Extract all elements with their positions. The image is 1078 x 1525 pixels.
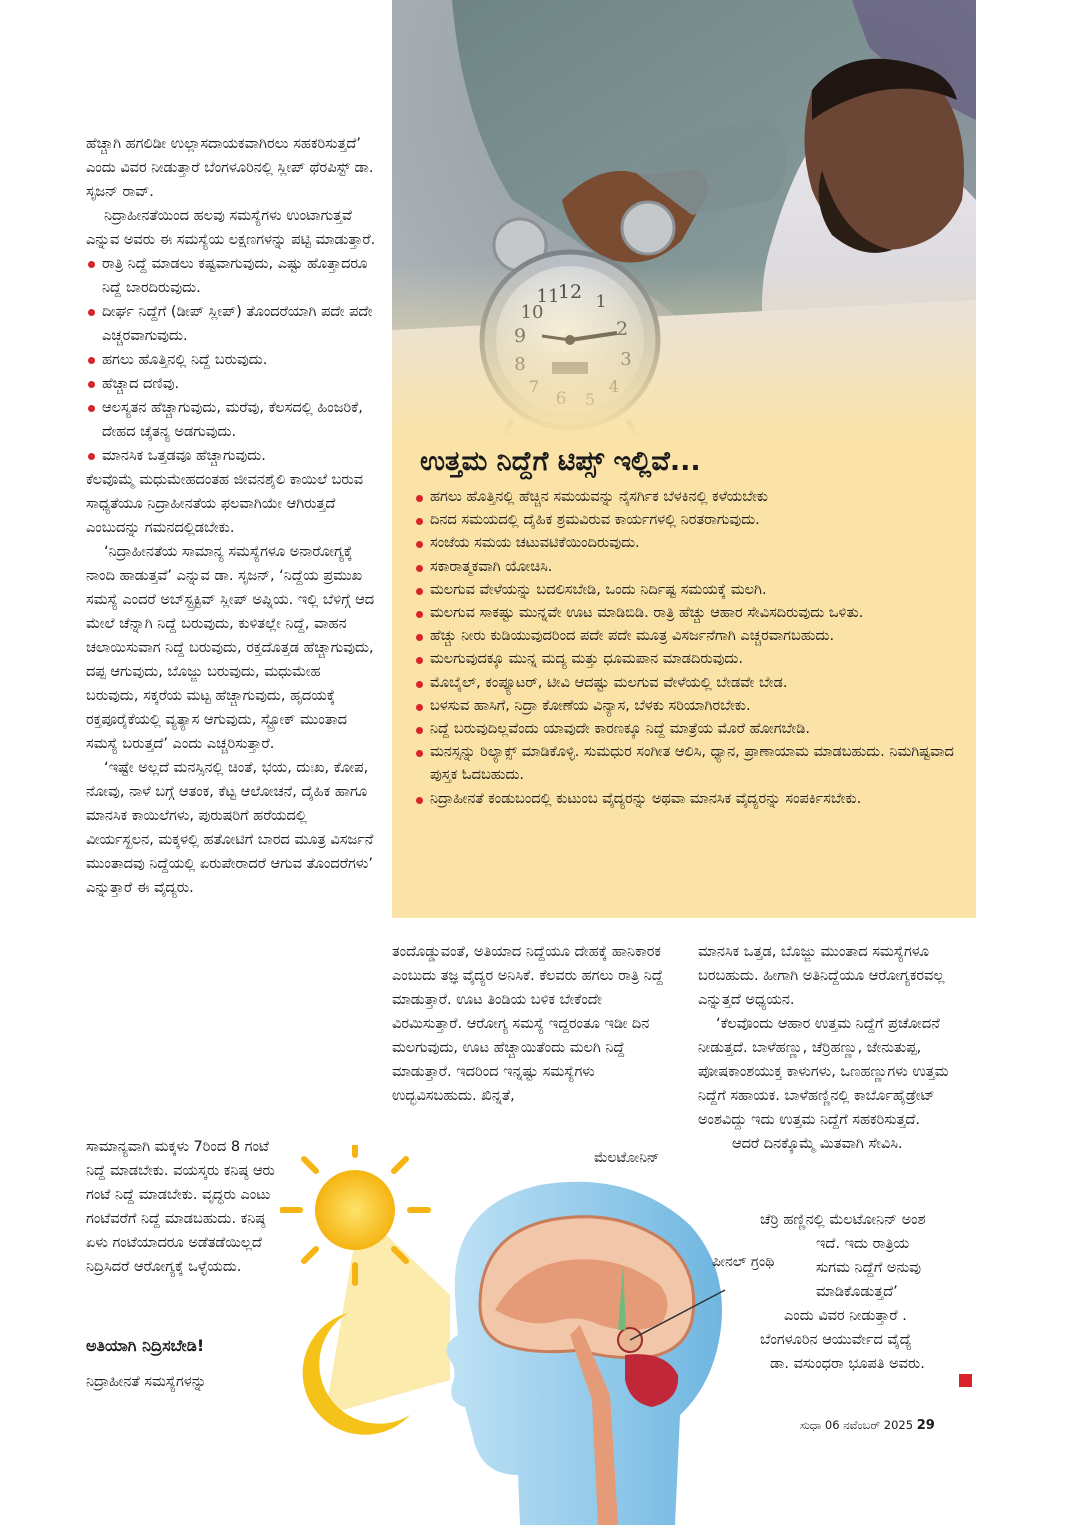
text-line: ಎಂದು ವಿವರ ನೀಡುತ್ತಾರೆ . xyxy=(784,1308,907,1324)
list-item: ದೀರ್ಘ ನಿದ್ದೆಗೆ (ಡೀಪ್ ಸ್ಲೀಪ್) ತೊಂದರೆಯಾಗಿ ಪದೇ ಪದೇ ಎಚ್ಚರವಾಗುವುದು. xyxy=(86,300,376,348)
paragraph: ಮಾನಸಿಕ ಒತ್ತಡ, ಬೊಜ್ಜು ಮುಂತಾದ ಸಮಸ್ಯೆಗಳೂ ಬರಬಹುದು. ಹೀಗಾಗಿ ಅತಿನಿದ್ದೆಯೂ ಆರೋಗ್ಯಕರವಲ್ಲ ಎನ್ನುತ್ತದೆ ಅಧ್ಯಯನ. xyxy=(698,944,945,1008)
section-heading: ಅತಿಯಾಗಿ ನಿದ್ರಿಸಬೇಡಿ! xyxy=(86,1336,205,1355)
brain-diagram xyxy=(280,1145,760,1525)
tip-item: ಸಂಜೆಯ ಸಮಯ ಚಟುವಟಿಕೆಯಿಂದಿರುವುದು. xyxy=(414,532,962,555)
tips-title: ಉತ್ತಮ ನಿದ್ದೆಗೆ ಟಿಪ್ಸ್ ಇಲ್ಲಿವೆ... xyxy=(420,446,701,477)
text-line: ಡಾ. ವಸುಂಧರಾ ಭೂಪತಿ ಅವರು. xyxy=(770,1356,925,1372)
photo-illustration xyxy=(392,0,976,440)
paragraph: ‘ಕೆಲವೊಂದು ಆಹಾರ ಉತ್ತಮ ನಿದ್ದೆಗೆ ಪ್ರಚೋದನೆ ನೀಡುತ್ತದೆ. ಬಾಳೆಹಣ್ಣು, ಚೆರ್‍ರಿಹಣ್ಣು, ಜೇನುತುಪ್ಪ, ಪೋಷಕಾಂಶಯುಕ್ತ ಕಾಳುಗಳು, ಒಣಹಣ್ಣುಗಳು ಉತ್ತಮ ನಿದ್ದೆಗೆ ಸಹಾಯಕ. ಬಾಳೆಹಣ್ಣಿನಲ್ಲಿ ಕಾರ್ಬೊಹೈಡ್ರೇಟ್ ಅಂಶವಿದ್ದು ಇದು ಉತ್ತಮ ನಿದ್ದೆಗೆ ಸಹಕರಿಸುತ್ತದೆ. xyxy=(698,1016,949,1128)
page-number: 29 xyxy=(916,1418,935,1433)
tip-item: ನಿದ್ದೆ ಬರುವುದಿಲ್ಲವೆಂದು ಯಾವುದೇ ಕಾರಣಕ್ಕೂ ನಿದ್ದೆ ಮಾತ್ರೆಯ ಮೊರೆ ಹೋಗಬೇಡಿ. xyxy=(414,718,962,741)
tip-item: ಮಲಗುವುದಕ್ಕೂ ಮುನ್ನ ಮದ್ಯ ಮತ್ತು ಧೂಮಪಾನ ಮಾಡದಿರುವುದು. xyxy=(414,648,962,671)
paragraph: ಹೆಚ್ಚಾಗಿ ಹಗಲಿಡೀ ಉಲ್ಲಾಸದಾಯಕವಾಗಿರಲು ಸಹಕರಿಸುತ್ತದೆ’ ಎಂದು ವಿವರ ನೀಡುತ್ತಾರೆ ಬೆಂಗಳೂರಿನಲ್ಲಿ ಸ್ಲೀಪ್ ಥೆರಪಿಸ್ಟ್ ಡಾ. ಸೃಜನ್ ರಾವ್. xyxy=(86,136,374,200)
paragraph: ಕೆಲವೊಮ್ಮೆ ಮಧುಮೇಹದಂತಹ ಜೀವನಶೈಲಿ ಕಾಯಿಲೆ ಬರುವ ಸಾಧ್ಯತೆಯೂ ನಿದ್ರಾಹೀನತೆಯ ಫಲವಾಗಿಯೇ ಆಗಿರುತ್ತದೆ ಎಂಬುದನ್ನು ಗಮನದಲ್ಲಿಡಬೇಕು. xyxy=(86,472,363,536)
text-line: ಸುಗಮ ನಿದ್ದೆಗೆ ಅನುವು xyxy=(816,1260,921,1276)
tip-item: ಮಲಗುವ ಸಾಕಷ್ಟು ಮುನ್ನವೇ ಊಟ ಮಾಡಿಬಿಡಿ. ರಾತ್ರಿ ಹೆಚ್ಚು ಆಹಾರ ಸೇವಿಸದಿರುವುದು ಒಳಿತು. xyxy=(414,602,962,625)
tip-item: ಮನಸ್ಸನ್ನು ರಿಲ್ಯಾಕ್ಸ್ ಮಾಡಿಕೊಳ್ಳಿ. ಸುಮಧುರ ಸಂಗೀತ ಆಲಿಸಿ, ಧ್ಯಾನ, ಪ್ರಾಣಾಯಾಮ ಮಾಡಬಹುದು. ನಿಮಗಿಷ್ಟವಾದ ಪುಸ್ತಕ ಓದಬಹುದು. xyxy=(414,741,962,787)
list-item: ಹಗಲು ಹೊತ್ತಿನಲ್ಲಿ ನಿದ್ದೆ ಬರುವುದು. xyxy=(86,348,376,372)
tip-item: ಹಗಲು ಹೊತ್ತಿನಲ್ಲಿ ಹೆಚ್ಚಿನ ಸಮಯವನ್ನು ನೈಸರ್ಗಿಕ ಬೆಳಕಿನಲ್ಲಿ ಕಳೆಯಬೇಕು xyxy=(414,486,962,509)
paragraph: ತಂದೊಡ್ಡುವಂತೆ, ಅತಿಯಾದ ನಿದ್ದೆಯೂ ದೇಹಕ್ಕೆ ಹಾನಿಕಾರಕ ಎಂಬುದು ತಜ್ಞ ವೈದ್ಯರ ಅನಿಸಿಕೆ. ಕೆಲವರು ಹಗಲು ರಾತ್ರಿ ನಿದ್ದೆ ಮಾಡುತ್ತಾರೆ. ಊಟ ತಿಂಡಿಯ ಬಳಿಕ ಬೇಕೆಂದೇ ವಿರಮಿಸುತ್ತಾರೆ. ಆರೋಗ್ಯ ಸಮಸ್ಯೆ ಇದ್ದರಂತೂ ಇಡೀ ದಿನ ಮಲಗುವುದು, ಊಟ ಹೆಚ್ಚಾಯಿತೆಂದು ಮಲಗಿ ನಿದ್ದೆ ಮಾಡುತ್ತಾರೆ. ಇದರಿಂದ ಇನ್ನಷ್ಟು ಸಮಸ್ಯೆಗಳು ಉದ್ಭವಿಸಬಹುದು. ಖಿನ್ನತೆ, xyxy=(392,944,664,1104)
tip-item: ಸಕಾರಾತ್ಮಕವಾಗಿ ಯೋಚಿಸಿ. xyxy=(414,556,962,579)
tip-item: ಹೆಚ್ಚು ನೀರು ಕುಡಿಯುವುದರಿಂದ ಪದೇ ಪದೇ ಮೂತ್ರ ವಿಸರ್ಜನೆಗಾಗಿ ಎಚ್ಚರವಾಗಬಹುದು. xyxy=(414,625,962,648)
text-line: ಚೆರ್‍ರಿ ಹಣ್ಣಿನಲ್ಲಿ ಮೆಲಟೋನಿನ್ ಅಂಶ xyxy=(760,1212,926,1228)
tip-item: ದಿನದ ಸಮಯದಲ್ಲಿ ದೈಹಿಕ ಶ್ರಮವಿರುವ ಕಾರ್ಯಗಳಲ್ಲಿ ನಿರತರಾಗುವುದು. xyxy=(414,509,962,532)
paragraph: ‘ಇಷ್ಟೇ ಅಲ್ಲದೆ ಮನಸ್ಸಿನಲ್ಲಿ ಚಿಂತೆ, ಭಯ, ದುಃಖ, ಕೋಪ, ನೋವು, ನಾಳೆ ಬಗ್ಗೆ ಆತಂಕ, ಕೆಟ್ಟ ಆಲೋಚನೆ, ದೈಹಿಕ ಹಾಗೂ ಮಾನಸಿಕ ಕಾಯಿಲೆಗಳು, ಪುರುಷರಿಗೆ ಹರೆಯದಲ್ಲಿ ವೀರ್ಯಸ್ಖಲನ, ಮಕ್ಕಳಲ್ಲಿ ಹತೋಟಿಗೆ ಬಾರದ ಮೂತ್ರ ವಿಸರ್ಜನೆ ಮುಂತಾದವು ನಿದ್ದೆಯಲ್ಲಿ ಏರುಪೇರಾದರೆ ಆಗುವ ತೊಂದರೆಗಳು’ ಎನ್ನುತ್ತಾರೆ ಈ ವೈದ್ಯರು. xyxy=(86,760,374,896)
pineal-label: ಪೀನಲ್ ಗ್ರಂಥಿ xyxy=(712,1254,775,1270)
text-line: ಬೆಂಗಳೂರಿನ ಆಯುರ್ವೇದ ವೈದ್ಯೆ xyxy=(760,1332,912,1348)
column-3 xyxy=(698,940,978,1156)
tips-list xyxy=(414,486,962,811)
paragraph: ಆದರೆ ದಿನಕ್ಕೊಮ್ಮೆ ಮಿತವಾಗಿ ಸೇವಿಸಿ. xyxy=(732,1136,903,1152)
paragraph: ನಿದ್ರಾಹೀನತೆ ಸಮಸ್ಯೆಗಳನ್ನು xyxy=(86,1374,207,1390)
page-footer xyxy=(800,1418,935,1433)
list-item: ಆಲಸ್ಯತನ ಹೆಚ್ಚಾಗುವುದು, ಮರೆವು, ಕೆಲಸದಲ್ಲಿ ಹಿಂಜರಿಕೆ, ದೇಹದ ಚೈತನ್ಯ ಅಡಗುವುದು. xyxy=(86,396,376,444)
paragraph: ಸಾಮಾನ್ಯವಾಗಿ ಮಕ್ಕಳು 7ರಿಂದ 8 ಗಂಟೆ ನಿದ್ದೆ ಮಾಡಬೇಕು. ವಯಸ್ಕರು ಕನಿಷ್ಠ ಆರು ಗಂಟೆ ನಿದ್ದೆ ಮಾಡಬೇಕು. ವೃದ್ಧರು ಎಂಟು ಗಂಟೆವರೆಗೆ ನಿದ್ದೆ ಮಾಡಬಹುದು. ಕನಿಷ್ಠ ಏಳು ಗಂಟೆಯಾದರೂ ಅಡೆತಡೆಯಿಲ್ಲದೆ ನಿದ್ರಿಸಿದರೆ ಆರೋಗ್ಯಕ್ಕೆ ಒಳ್ಳೆಯದು. xyxy=(86,1139,275,1275)
list-item: ರಾತ್ರಿ ನಿದ್ದೆ ಮಾಡಲು ಕಷ್ಟವಾಗುವುದು, ಎಷ್ಟು ಹೊತ್ತಾದರೂ ನಿದ್ದೆ ಬಾರದಿರುವುದು. xyxy=(86,252,376,300)
tip-item: ಮಲಗುವ ವೇಳೆಯನ್ನು ಬದಲಿಸಬೇಡಿ, ಒಂದು ನಿರ್ದಿಷ್ಟ ಸಮಯಕ್ಕೆ ಮಲಗಿ. xyxy=(414,579,962,602)
paragraph: ನಿದ್ರಾಹೀನತೆಯಿಂದ ಹಲವು ಸಮಸ್ಯೆಗಳು ಉಂಟಾಗುತ್ತವೆ ಎನ್ನುವ ಅವರು ಈ ಸಮಸ್ಯೆಯ ಲಕ್ಷಣಗಳನ್ನು ಪಟ್ಟಿ ಮಾಡುತ್ತಾರೆ. xyxy=(86,208,376,248)
paragraph: ‘ನಿದ್ರಾಹೀನತೆಯ ಸಾಮಾನ್ಯ ಸಮಸ್ಯೆಗಳೂ ಅನಾರೋಗ್ಯಕ್ಕೆ ನಾಂದಿ ಹಾಡುತ್ತವೆ’ ಎನ್ನುವ ಡಾ. ಸೃಜನ್, ‘ನಿದ್ದೆಯ ಪ್ರಮುಖ ಸಮಸ್ಯೆ ಎಂದರೆ ಅಬ್‌ಸ್ಟ್ರಕ್ಟಿವ್ ಸ್ಲೀಪ್ ಅಪ್ನಿಯ. ಇಲ್ಲಿ ಬೆಳಿಗ್ಗೆ ಆದ ಮೇಲೆ ಚೆನ್ನಾಗಿ ನಿದ್ದೆ ಬರುವುದು, ಕುಳಿತಲ್ಲೇ ನಿದ್ದೆ, ವಾಹನ ಚಲಾಯಿಸುವಾಗ ನಿದ್ದೆ ಬರುವುದು, ರಕ್ತದೊತ್ತಡ ಹೆಚ್ಚಾಗುವುದು, ದಪ್ಪ ಆಗುವುದು, ಬೊಜ್ಜು ಬರುವುದು, ಮಧುಮೇಹ ಬರುವುದು, ಸಕ್ಕರೆಯ ಮಟ್ಟ ಹೆಚ್ಚಾಗುವುದು, ಹೃದಯಕ್ಕೆ ರಕ್ತಪೂರೈಕೆಯಲ್ಲಿ ವ್ಯತ್ಯಾಸ ಆಗುವುದು, ಸ್ಟ್ರೋಕ್ ಮುಂತಾದ ಸಮಸ್ಯೆ ಬರುತ್ತದೆ’ ಎಂದು ಎಚ್ಚರಿಸುತ್ತಾರೆ. xyxy=(86,544,375,752)
text-line: ಮಾಡಿಕೊಡುತ್ತದೆ’ xyxy=(816,1284,898,1300)
text-line: ಇದೆ. ಇದು ರಾತ್ರಿಯ xyxy=(816,1236,910,1252)
tip-item: ನಿದ್ರಾಹೀನತೆ ಕಂಡುಬಂದಲ್ಲಿ ಕುಟುಂಬ ವೈದ್ಯರನ್ನು ಅಥವಾ ಮಾನಸಿಕ ವೈದ್ಯರನ್ನು ಸಂಪರ್ಕಿಸಬೇಕು. xyxy=(414,788,962,811)
sleeping-man-photo xyxy=(392,0,976,440)
end-mark xyxy=(959,1374,972,1387)
list-item: ಮಾನಸಿಕ ಒತ್ತಡವೂ ಹೆಚ್ಚಾಗುವುದು. xyxy=(86,444,376,468)
list-item: ಹೆಚ್ಚಾದ ದಣಿವು. xyxy=(86,372,376,396)
tip-item: ಮೊಬೈಲ್, ಕಂಪ್ಯೂಟರ್, ಟೀವಿ ಆದಷ್ಟು ಮಲಗುವ ವೇಳೆಯಲ್ಲಿ ಬೇಡವೇ ಬೇಡ. xyxy=(414,672,962,695)
column-3-tail xyxy=(760,1208,990,1376)
magazine-name: ಸುಧಾ xyxy=(800,1418,822,1432)
issue-date: 06 ನವೆಂಬರ್ 2025 xyxy=(824,1418,914,1432)
tip-item: ಬಳಸುವ ಹಾಸಿಗೆ, ನಿದ್ರಾ ಕೋಣೆಯ ವಿನ್ಯಾಸ, ಬೆಳಕು ಸರಿಯಾಗಿರಬೇಕು. xyxy=(414,695,962,718)
melatonin-label: ಮೆಲಟೋನಿನ್ xyxy=(594,1150,660,1166)
column-1-tail xyxy=(86,1135,286,1279)
column-1 xyxy=(86,132,376,900)
column-2 xyxy=(392,940,672,1108)
symptom-list xyxy=(86,252,376,468)
sun-icon xyxy=(282,1145,428,1283)
